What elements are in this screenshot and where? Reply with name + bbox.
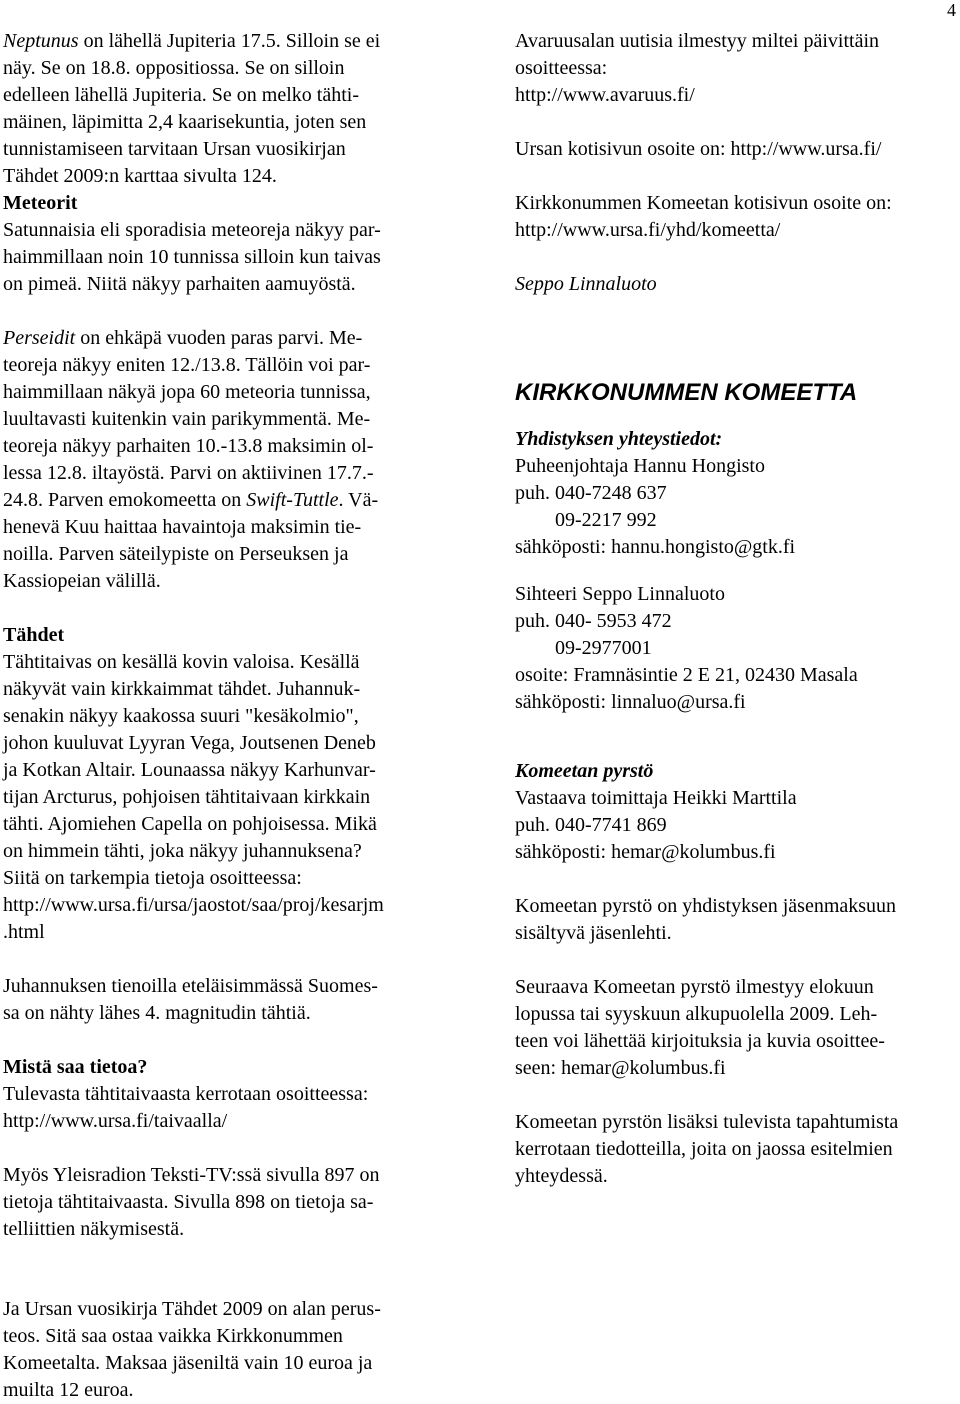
- contacts-section: Yhdistyksen yhteystiedot: Puheenjohtaja Hannu Hongisto puh. 040-7248 637 09-2217 992 sähköposti: hannu.hongisto@gtk.fi: [515, 426, 960, 561]
- next-issue-paragraph: Seuraava Komeetan pyrstö ilmestyy elokuun lopussa tai syyskuun alkupuolella 2009. Leh- teen voi lähettää kirjoituksia ja kuvia osoittee- seen: hemar@kolumbus.fi: [515, 976, 885, 1079]
- kesarjm-link[interactable]: http://www.ursa.fi/ursa/jaostot/saa/proj/kesarjm: [3, 894, 384, 916]
- events-paragraph: Komeetan pyrstön lisäksi tulevista tapahtumista kerrotaan tiedotteilla, joita on jaossa esitelmien yhteydessä.: [515, 1111, 899, 1187]
- tahdet-section: Tähdet Tähtitaivas on kesällä kovin valoisa. Kesällä näkyvät vain kirkkaimmat tähdet. Juhannuk- senakin näkyy kaakossa suuri "kesäkolmio", johon kuuluvat Lyyran Vega, Joutsenen Deneb ja Kotkan Altair. Lounaassa näkyy Karhunvar- tijan Arcturus, pohjoisen tähtitaivaan kirkkain tähti. Ajomiehen Capella on pohjoisessa. Mikä on himmein tähti, joka näkyy juhannuksena? Siitä on tarkempia tietoja osoitteessa: http://www.ursa.fi/ursa/jaostot/saa/proj/kesarjm .html: [3, 622, 458, 946]
- pyrsto-heading: Komeetan pyrstö: [515, 760, 654, 782]
- vuosikirja-paragraph: Ja Ursan vuosikirja Tähdet 2009 on alan perus- teos. Sitä saa ostaa vaikka Kirkkonummen Komeetalta. Maksaa jäseniltä vain 10 euroa ja muilta 12 euroa.: [3, 1298, 381, 1401]
- neptunus-name: Neptunus: [3, 30, 79, 52]
- meteorit-section: Meteorit Satunnaisia eli sporadisia meteoreja näkyy par- haimmillaan noin 10 tunnissa silloin kun taivas on pimeä. Niitä näkyy parhaiten aamuyöstä.: [3, 190, 458, 298]
- editor-email: sähköposti: hemar@kolumbus.fi: [515, 841, 776, 863]
- mista-section: Mistä saa tietoa? Tulevasta tähtitaivaasta kerrotaan osoitteessa: http://www.ursa.fi/taivaalla/: [3, 1054, 458, 1135]
- avaruus-link[interactable]: http://www.avaruus.fi/: [515, 84, 695, 106]
- meteorit-heading: Meteorit: [3, 192, 78, 214]
- komeetta-link[interactable]: http://www.ursa.fi/yhd/komeetta/: [515, 219, 781, 241]
- membership-paragraph: Komeetan pyrstö on yhdistyksen jäsenmaksuun sisältyvä jäsenlehti.: [515, 895, 897, 944]
- author-signature: Seppo Linnaluoto: [515, 273, 657, 295]
- page-number: 4: [947, 0, 956, 20]
- perseidit-paragraph: Perseidit on ehkäpä vuoden paras parvi. Me- teoreja näkyy eniten 12./13.8. Tällöin voi par- haimmillaan näkyä jopa 60 meteoria tunnissa, luultavasti kuitenkin vain parikymmentä. Me- teoreja näkyy parhaiten 10.-13.8 maksimin ol- lessa 12.8. iltayöstä. Parvi on aktiivinen 17.7.- 24.8. Parven emokomeetta on Swift-Tuttle. Vä- henevä Kuu haittaa havaintoja maksimin tie- noilla. Parven säteilypiste on Perseuksen ja Kassiopeian välillä.: [3, 327, 379, 592]
- secretary-email: sähköposti: linnaluo@ursa.fi: [515, 691, 746, 713]
- perseidit-name: Perseidit: [3, 327, 76, 349]
- left-column: [3, 28, 458, 1243]
- avaruus-paragraph: Avaruusalan uutisia ilmestyy miltei päivittäin osoitteessa: http://www.avaruus.fi/: [515, 28, 960, 109]
- ursa-link[interactable]: Ursan kotisivun osoite on: http://www.ursa.fi/: [515, 138, 882, 160]
- pyrsto-section: Komeetan pyrstö Vastaava toimittaja Heikki Marttila puh. 040-7741 869 sähköposti: hemar@kolumbus.fi: [515, 758, 960, 866]
- contacts-heading: Yhdistyksen yhteystiedot:: [515, 428, 723, 450]
- komeetta-site-paragraph: Kirkkonummen Komeetan kotisivun osoite on: http://www.ursa.fi/yhd/komeetta/: [515, 190, 960, 244]
- neptunus-paragraph: Neptunus on lähellä Jupiteria 17.5. Silloin se ei näy. Se on 18.8. oppositiossa. Se on silloin edelleen lähellä Jupiteria. Se on melko tähti- mäinen, läpimitta 2,4 kaarisekuntia, joten sen tunnistamiseen tarvitaan Ursan vuosikirjan Tähdet 2009:n karttaa sivulta 124.: [3, 30, 381, 187]
- yle-paragraph: Myös Yleisradion Teksti-TV:ssä sivulla 897 on tietoja tähtitaivaasta. Sivulla 898 on tietoja sa- telliittien näkymisestä.: [3, 1164, 380, 1240]
- secretary-section: Sihteeri Seppo Linnaluoto puh. 040- 5953 472 09-2977001 osoite: Framnäsintie 2 E 21, 02430 Masala sähköposti: linnaluo@ursa.fi: [515, 581, 960, 716]
- tahdet-heading: Tähdet: [3, 624, 65, 646]
- chair-email: sähköposti: hannu.hongisto@gtk.fi: [515, 536, 796, 558]
- org-title: KIRKKONUMMEN KOMEETTA: [515, 379, 858, 406]
- right-column: [515, 28, 960, 1190]
- comet-name: Swift-Tuttle: [246, 489, 339, 511]
- juhannus-paragraph: Juhannuksen tienoilla eteläisimmässä Suomes- sa on nähty lähes 4. magnitudin tähtiä.: [3, 975, 378, 1024]
- ursa-paragraph: [515, 136, 960, 163]
- taivaalla-link[interactable]: http://www.ursa.fi/taivaalla/: [3, 1110, 228, 1132]
- mista-heading: Mistä saa tietoa?: [3, 1056, 148, 1078]
